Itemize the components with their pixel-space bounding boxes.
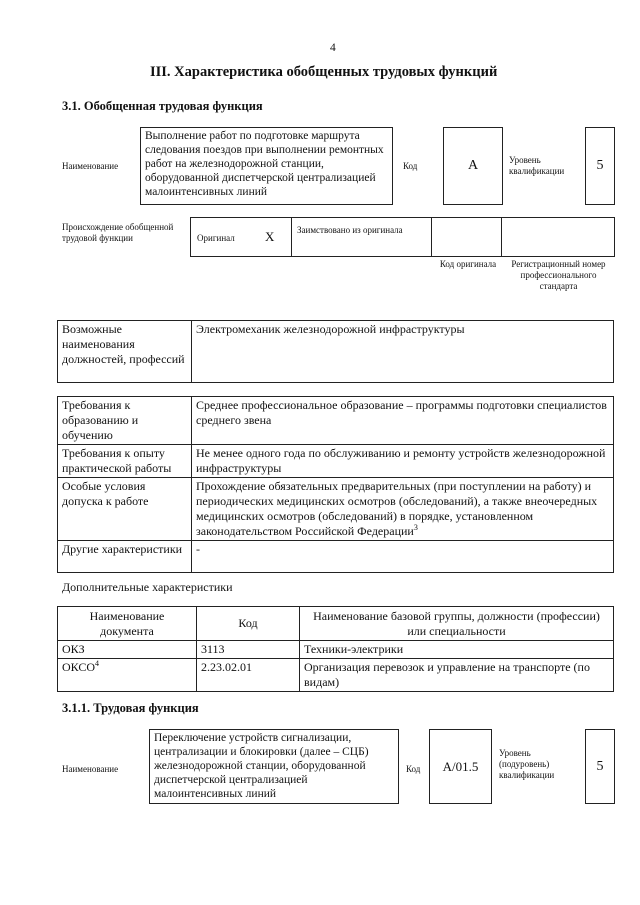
requirement-value: - [192,541,614,573]
gtf-name-value: Выполнение работ по подготовке маршрута следования поездов при выполнении ремонтных работ на железнодорожной станции, оборудованной диспетчерской централизацией малоинтенсивных линий [140,127,393,205]
gtf-level-label: Уровень квалификации [509,155,565,176]
tf-name-label: Наименование [62,764,119,774]
table-cell: Организация перевозок и управление на транспорте (по видам) [300,659,614,692]
table-row [58,641,614,659]
gtf-name-label: Наименование [62,161,119,171]
origin-table [190,217,615,257]
requirement-value: Не менее одного года по обслуживанию и ремонту устройств железнодорожной инфраструктуры [192,445,614,478]
original-mark: X [265,229,275,244]
tf-name-value: Переключение устройств сигнализации, централизации и блокировки (далее – СЦБ) железнодорожной станции, оборудованной диспетчерской централизацией малоинтенсивных линий [149,729,399,804]
requirement-value: Среднее профессиональное образование – программы подготовки специалистов среднего звена [192,397,614,445]
gtf-level-value: 5 [585,127,615,205]
tf-level-value: 5 [585,729,615,804]
positions-value: Электромеханик железнодорожной инфраструктуры [192,321,614,383]
gtf-code-value: A [443,127,503,205]
origin-divider [501,218,502,256]
requirement-text: Прохождение обязательных предварительных (при поступлении на работу) и периодических медицинских осмотров (обследований), а также внеочередных медицинских осмотров (обследований) в порядке, установленном законодательством Российской Федерации [196,479,598,538]
table-row [58,478,614,541]
positions-table [57,320,614,383]
requirement-label: Другие характеристики [58,541,192,573]
requirements-table [57,396,614,573]
reg-number-caption: Регистрационный номер профессионального стандарта [511,259,606,291]
column-header: Код [197,607,300,641]
table-row [58,397,614,445]
doc-name: ОКСО [62,660,96,674]
table-cell: Техники-электрики [300,641,614,659]
requirement-value [192,478,614,541]
origin-label: Происхождение обобщенной трудовой функции [62,222,174,243]
origin-divider [291,218,292,256]
section-title: III. Характеристика обобщенных трудовых функций [150,64,498,80]
page-number: 4 [330,42,336,54]
table-header-row [58,607,614,641]
column-header: Наименование документа [58,607,197,641]
footnote-ref: 3 [413,523,418,532]
table-cell [58,641,197,659]
table-cell [58,659,197,692]
tf-heading: 3.1.1. Трудовая функция [62,701,199,715]
table-row [58,541,614,573]
tf-level-label: Уровень (подуровень) квалификации [499,748,555,780]
column-header: Наименование базовой группы, должности (профессии) или специальности [300,607,614,641]
additional-table [57,606,614,692]
tf-code-value: A/01.5 [429,729,492,804]
positions-label: Возможные наименования должностей, профессий [58,321,192,383]
borrowed-label: Заимствовано из оригинала [297,225,403,235]
tf-code-label: Код [406,764,421,774]
gtf-code-label: Код [403,161,418,171]
requirement-label: Особые условия допуска к работе [58,478,192,541]
origin-divider [431,218,432,256]
table-row [58,659,614,692]
table-row [58,445,614,478]
requirement-label: Требования к опыту практической работы [58,445,192,478]
footnote-ref: 4 [95,659,100,668]
requirement-label: Требования к образованию и обучению [58,397,192,445]
table-cell: 3113 [197,641,300,659]
original-label: Оригинал [197,233,235,243]
doc-name: ОКЗ [62,642,85,656]
origin-code-caption: Код оригинала [439,259,497,269]
table-cell: 2.23.02.01 [197,659,300,692]
gtf-heading: 3.1. Обобщенная трудовая функция [62,99,263,113]
additional-heading: Дополнительные характеристики [62,580,233,594]
